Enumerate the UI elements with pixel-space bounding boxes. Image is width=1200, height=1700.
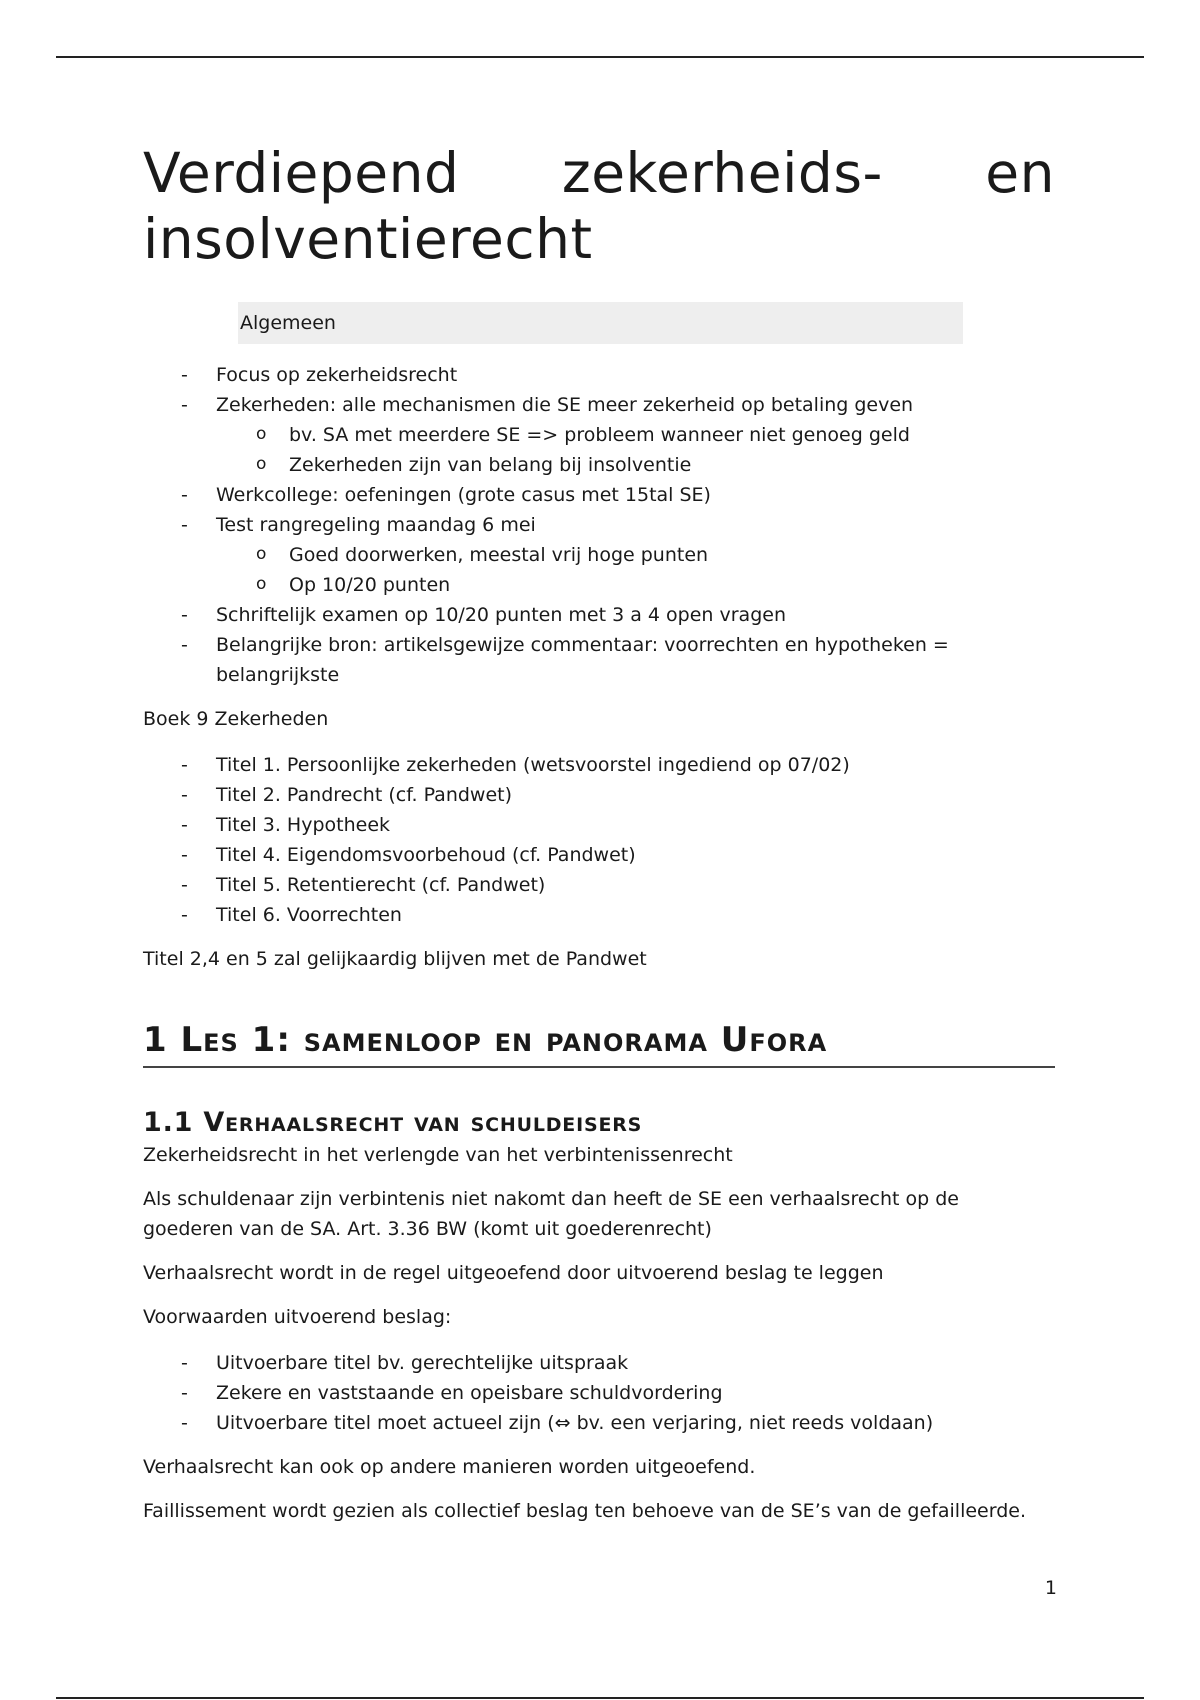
page-top-rule	[56, 56, 1144, 58]
paragraph: Verhaalsrecht wordt in de regel uitgeoefend door uitvoerend beslag te leggen	[143, 1262, 884, 1284]
page-number: 1	[1044, 1577, 1057, 1599]
title-word: Verdiepend	[143, 141, 460, 205]
list-item: - Werkcollege: oefeningen (grote casus met 15tal SE)	[143, 480, 1055, 510]
list-item: - Focus op zekerheidsrecht	[143, 360, 1055, 390]
voorwaarden-list	[143, 1348, 1055, 1438]
heading-algemeen: Algemeen	[238, 302, 963, 344]
sub-list	[216, 420, 1055, 480]
paragraph: Zekerheidsrecht in het verlengde van het verbintenissenrecht	[143, 1144, 733, 1166]
sub-list-item: o Goed doorwerken, meestal vrij hoge punten	[216, 540, 1055, 570]
section-1-heading: 1 Les 1: samenloop en panorama Ufora	[143, 1018, 1055, 1068]
list-item: - Belangrijke bron: artikelsgewijze commentaar: voorrechten en hypotheken = belangrijkste	[143, 630, 1055, 690]
list-item: - Titel 2. Pandrecht (cf. Pandwet)	[143, 780, 1055, 810]
list-item: - Titel 5. Retentierecht (cf. Pandwet)	[143, 870, 1055, 900]
title-word: en	[985, 141, 1055, 205]
list-item: - Titel 6. Voorrechten	[143, 900, 1055, 930]
sub-list	[216, 540, 1055, 600]
list-item: - Zekerheden: alle mechanismen die SE meer zekerheid op betaling geven o bv. SA met meerdere SE => probleem wanneer niet genoeg geld o Zekerheden zijn van belang bij insolventie	[143, 390, 1055, 480]
paragraph: Faillissement wordt gezien als collectief beslag ten behoeve van de SE’s van de gefailleerde.	[143, 1500, 1026, 1522]
title-line-1	[143, 140, 1055, 206]
intro-list	[143, 360, 1055, 690]
boek-heading: Boek 9 Zekerheden	[143, 708, 329, 730]
titels-list	[143, 750, 1055, 930]
document-title	[143, 140, 1055, 272]
paragraph: Als schuldenaar zijn verbintenis niet nakomt dan heeft de SE een verhaalsrecht op de goederen van de SA. Art. 3.36 BW (komt uit goederenrecht)	[143, 1188, 959, 1240]
sub-list-item: o bv. SA met meerdere SE => probleem wanneer niet genoeg geld	[216, 420, 1055, 450]
sub-list-item: o Op 10/20 punten	[216, 570, 1055, 600]
list-item: - Uitvoerbare titel moet actueel zijn (⇔ bv. een verjaring, niet reeds voldaan)	[143, 1408, 1055, 1438]
list-item: - Schriftelijk examen op 10/20 punten met 3 a 4 open vragen	[143, 600, 1055, 630]
list-item: - Zekere en vaststaande en opeisbare schuldvordering	[143, 1378, 1055, 1408]
sub-list-item: o Zekerheden zijn van belang bij insolventie	[216, 450, 1055, 480]
paragraph: Voorwaarden uitvoerend beslag:	[143, 1306, 452, 1328]
list-item: - Titel 1. Persoonlijke zekerheden (wetsvoorstel ingediend op 07/02)	[143, 750, 1055, 780]
list-item: - Titel 4. Eigendomsvoorbehoud (cf. Pandwet)	[143, 840, 1055, 870]
paragraph: Verhaalsrecht kan ook op andere manieren worden uitgeoefend.	[143, 1456, 756, 1478]
list-item: - Uitvoerbare titel bv. gerechtelijke uitspraak	[143, 1348, 1055, 1378]
titels-note: Titel 2,4 en 5 zal gelijkaardig blijven met de Pandwet	[143, 948, 647, 970]
list-item: - Test rangregeling maandag 6 mei o Goed doorwerken, meestal vrij hoge punten o Op 10/20 punten	[143, 510, 1055, 600]
title-line-2: insolventierecht	[143, 207, 593, 271]
title-word: zekerheids-	[561, 141, 883, 205]
section-1-1-heading: 1.1 Verhaalsrecht van schuldeisers	[143, 1107, 643, 1138]
page-content	[143, 140, 1055, 1526]
list-item: - Titel 3. Hypotheek	[143, 810, 1055, 840]
page-bottom-rule	[56, 1697, 1144, 1699]
